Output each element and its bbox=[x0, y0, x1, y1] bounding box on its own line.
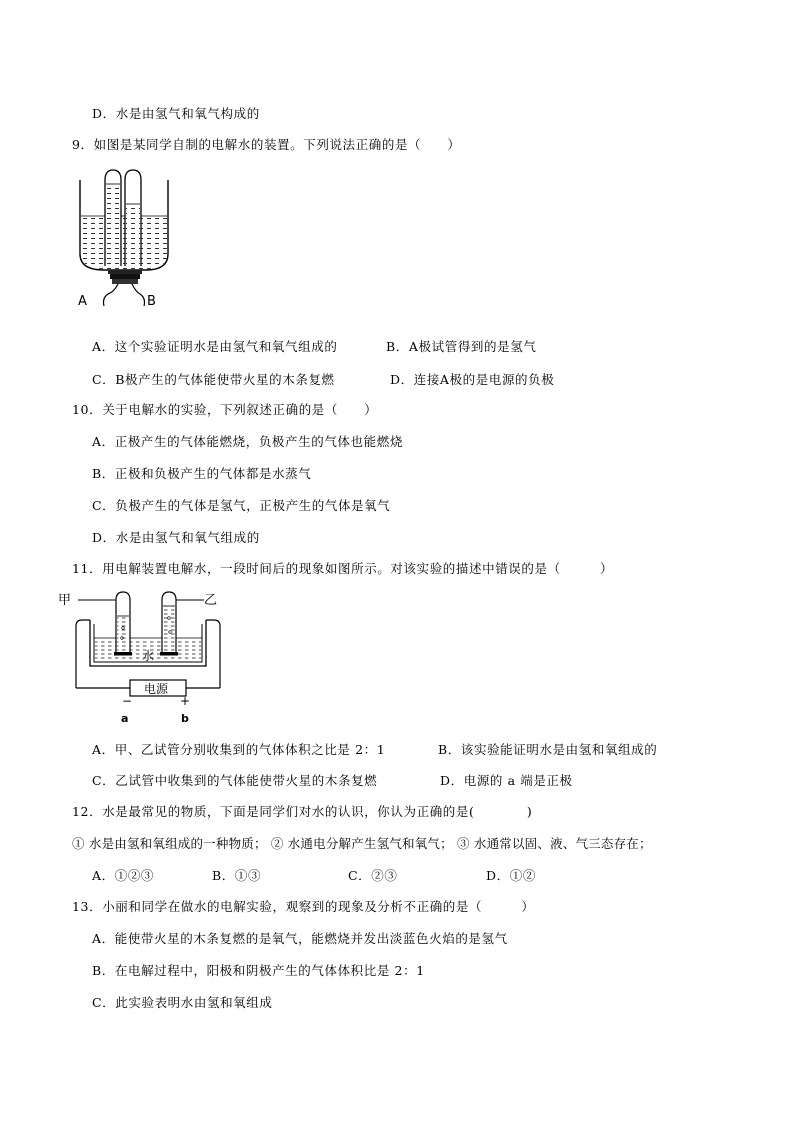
q9-option-d: D．连接A极的是电源的负极 bbox=[390, 372, 555, 387]
q11-minus-sign: − bbox=[122, 694, 133, 708]
q11-label-yi: 乙 bbox=[204, 593, 218, 608]
q10-option-a: A．正极产生的气体能燃烧，负极产生的气体也能燃烧 bbox=[92, 434, 403, 449]
q11-terminal-a: a bbox=[121, 712, 129, 725]
q12-option-c: C．②③ bbox=[348, 868, 398, 883]
q9-stem: 9．如图是某同学自制的电解水的装置。下列说法正确的是（ ） bbox=[72, 137, 461, 152]
q13-option-c: C．此实验表明水由氢和氧组成 bbox=[92, 995, 273, 1010]
q11-label-jia: 甲 bbox=[58, 593, 72, 608]
q11-option-b: B．该实验能证明水是由氢和氧组成的 bbox=[438, 742, 658, 757]
q12-option-b: B．①③ bbox=[212, 868, 262, 883]
q10-option-b: B．正极和负极产生的气体都是水蒸气 bbox=[92, 466, 312, 481]
q12-option-d: D．①② bbox=[486, 868, 536, 883]
q11-plus-sign: + bbox=[180, 694, 191, 708]
q10-option-c: C．负极产生的气体是氢气，正极产生的气体是氧气 bbox=[92, 498, 391, 513]
q11-option-a: A．甲、乙试管分别收集到的气体体积之比是 2：1 bbox=[92, 742, 386, 757]
q12-statements: ① 水是由氢和氧组成的一种物质； ② 水通电分解产生氢气和氧气； ③ 水通常以固、液、气三态存在； bbox=[72, 836, 652, 851]
q9-figure-label-a: A bbox=[78, 294, 87, 309]
q13-option-b: B．在电解过程中，阳极和阴极产生的气体体积比是 2：1 bbox=[92, 963, 425, 978]
q10-option-d: D．水是由氢气和氧气组成的 bbox=[92, 530, 260, 545]
q11-option-c: C．乙试管中收集到的气体能使带火星的木条复燃 bbox=[92, 773, 378, 788]
q11-power-label: 电源 bbox=[144, 682, 169, 696]
q12-option-a: A．①②③ bbox=[92, 868, 155, 883]
q10-stem: 10．关于电解水的实验，下列叙述正确的是（ ） bbox=[72, 402, 378, 417]
q11-stem: 11．用电解装置电解水，一段时间后的现象如图所示。对该实验的描述中错误的是（ ） bbox=[72, 561, 614, 576]
q11-electrolysis-figure bbox=[58, 588, 238, 728]
q9-option-b: B．A极试管得到的是氢气 bbox=[386, 339, 537, 354]
q12-stem: 12．水是最常见的物质，下面是同学们对水的认识，你认为正确的是( ) bbox=[72, 804, 533, 819]
q8-option-d: D．水是由氢气和氧气构成的 bbox=[92, 106, 260, 121]
q13-stem: 13．小丽和同学在做水的电解实验，观察到的现象及分析不正确的是（ ） bbox=[72, 899, 535, 914]
q9-option-c: C．B极产生的气体能使带火星的木条复燃 bbox=[92, 372, 335, 387]
q11-option-d: D．电源的 a 端是正极 bbox=[440, 773, 573, 788]
q13-option-a: A．能使带火星的木条复燃的是氧气，能燃烧并发出淡蓝色火焰的是氢气 bbox=[92, 931, 508, 946]
q9-option-a: A．这个实验证明水是由氢气和氧气组成的 bbox=[92, 339, 338, 354]
q11-label-water: 水 bbox=[142, 649, 155, 663]
q9-figure-label-b: B bbox=[147, 294, 156, 309]
q9-electrolysis-figure bbox=[74, 166, 174, 312]
q11-terminal-b: b bbox=[181, 712, 189, 725]
